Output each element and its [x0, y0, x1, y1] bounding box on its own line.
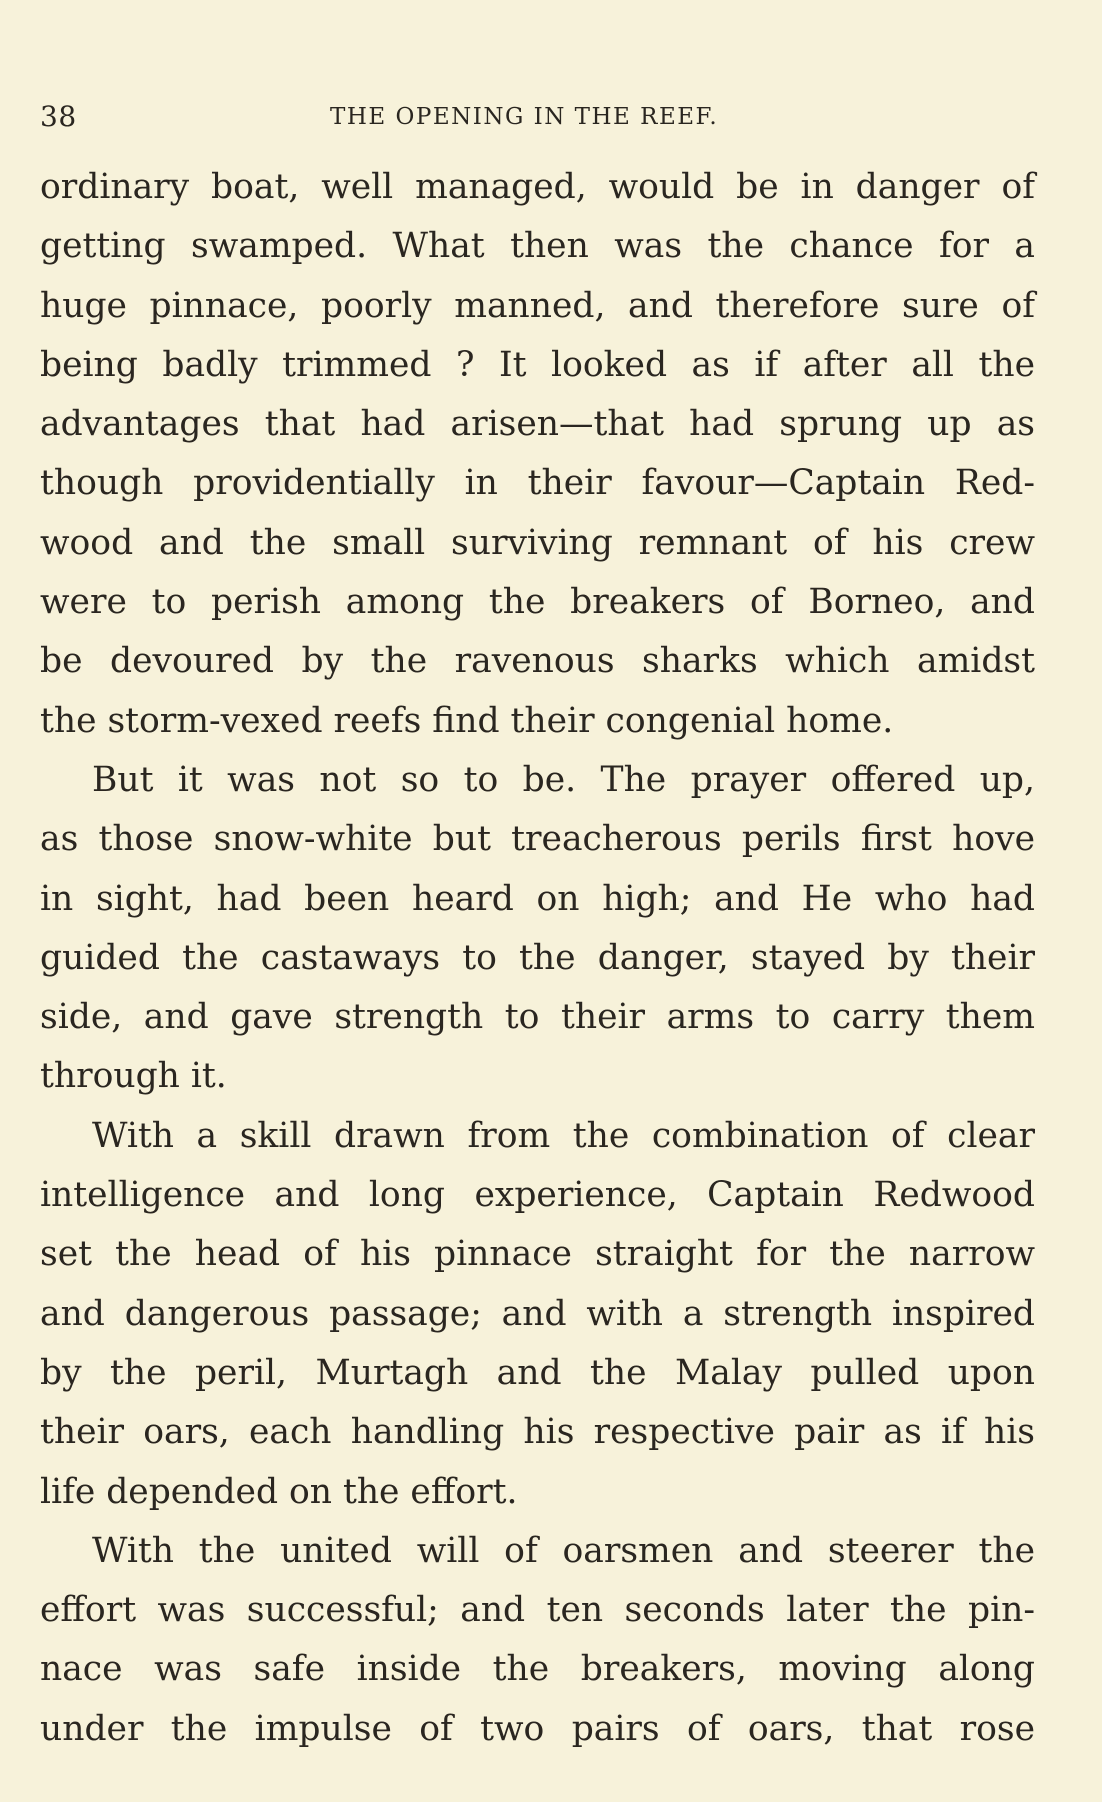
text-line: were to perish among the breakers of Borneo, and	[40, 582, 1035, 623]
text-line: by the peril, Murtagh and the Malay pulled upon	[40, 1352, 1035, 1393]
text-line: the storm-vexed reefs find their congenial home.	[40, 700, 894, 741]
text-line: getting swamped. What then was the chance for a	[40, 226, 1035, 267]
text-line: though providentially in their favour—Captain Red-	[40, 463, 1035, 504]
text-line: and dangerous passage; and with a strength inspired	[40, 1293, 1035, 1334]
text-line: wood and the small surviving remnant of his crew	[40, 522, 1035, 563]
text-line: advantages that had arisen—that had sprung up as	[40, 404, 1035, 445]
page-header	[40, 95, 1040, 139]
running-title: THE OPENING IN THE REEF.	[330, 104, 719, 130]
text-line: their oars, each handling his respective pair as if his	[40, 1412, 1035, 1453]
text-line: nace was safe inside the breakers, moving along	[40, 1649, 1035, 1690]
text-line: being badly trimmed ? It looked as if after all the	[40, 344, 1035, 385]
text-line: With the united will of oarsmen and steerer the	[92, 1530, 1035, 1571]
text-line: side, and gave strength to their arms to carry them	[40, 997, 1035, 1038]
text-line: guided the castaways to the danger, stayed by their	[40, 937, 1035, 978]
page-number: 38	[40, 100, 77, 133]
text-line: in sight, had been heard on high; and He who had	[40, 878, 1035, 919]
text-line: life depended on the effort.	[40, 1471, 518, 1512]
text-line: set the head of his pinnace straight for the narrow	[40, 1234, 1035, 1275]
text-line: be devoured by the ravenous sharks which amidst	[40, 641, 1035, 682]
text-line: With a skill drawn from the combination of clear	[92, 1115, 1035, 1156]
body-text	[40, 158, 1035, 1759]
text-line: through it.	[40, 1056, 227, 1097]
text-line: under the impulse of two pairs of oars, that rose	[40, 1708, 1035, 1749]
text-line: huge pinnace, poorly manned, and therefore sure of	[40, 285, 1035, 326]
text-line: ordinary boat, well managed, would be in danger of	[40, 167, 1035, 207]
text-line: But it was not so to be. The prayer offered up,	[92, 759, 1035, 800]
text-line: intelligence and long experience, Captain Redwood	[40, 1175, 1035, 1216]
text-line: as those snow-white but treacherous perils first hove	[40, 819, 1035, 860]
text-line: effort was successful; and ten seconds later the pin-	[40, 1590, 1035, 1631]
